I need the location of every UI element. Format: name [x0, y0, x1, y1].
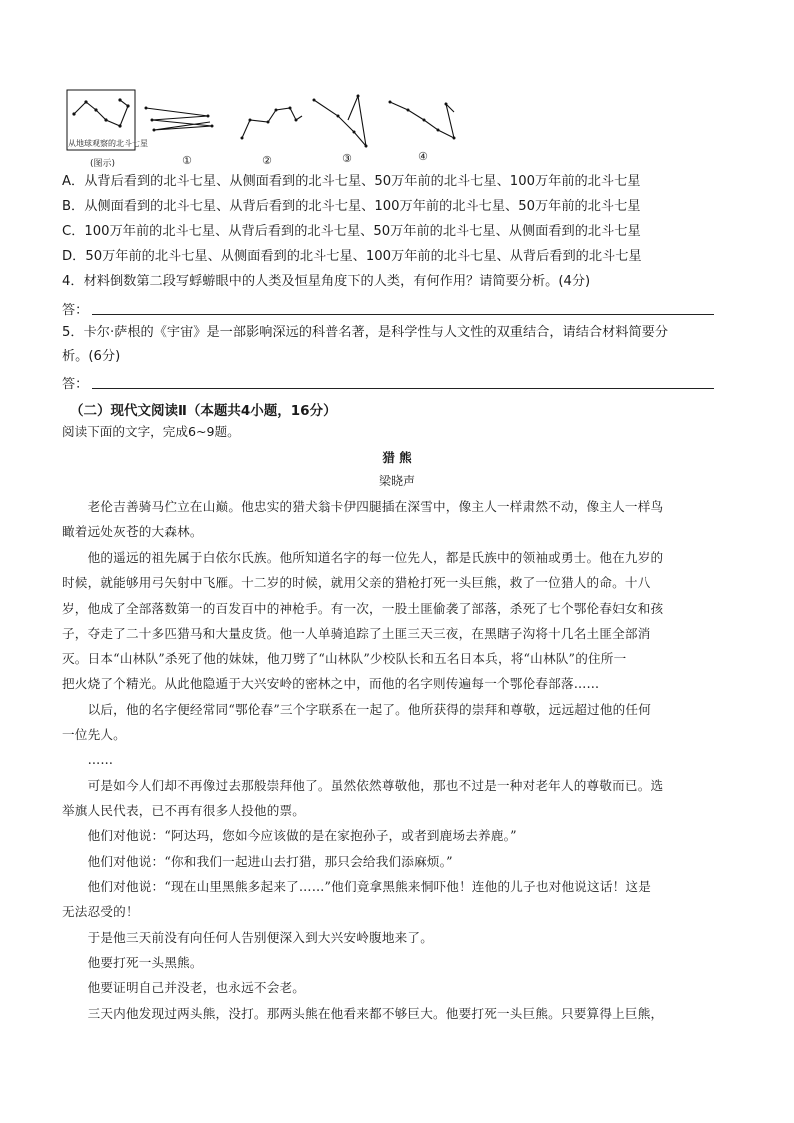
- option-c: C．100万年前的北斗七星、从背后看到的北斗七星、50万年前的北斗七星、从侧面看到的北斗七星: [62, 224, 641, 239]
- story-line: 于是他三天前没有向任何人告别便深入到大兴安岭腹地来了。: [62, 930, 434, 945]
- answer-line-q5[interactable]: [92, 388, 714, 389]
- answer-label-q5: 答：: [62, 377, 89, 392]
- dipper-2: [242, 108, 302, 138]
- story-line: 灭。日本“山林队”杀死了他的妹妹，他刀劈了“山林队”少校队长和五名日本兵，将“山林队”的住所一: [62, 651, 627, 666]
- answer-label-q4: 答：: [62, 303, 89, 318]
- dipper-4: [390, 102, 454, 138]
- story-line: 他要打死一头黑熊。: [62, 955, 203, 970]
- figure-label-4: ④: [418, 150, 428, 163]
- story-line: 三天内他发现过两头熊，没打。那两头熊在他看来都不够巨大。他要打死一头巨熊。只要算得上巨熊，: [62, 1006, 664, 1021]
- story-line: 把火烧了个精光。从此他隐遁于大兴安岭的密林之中，而他的名字则传遍每一个鄂伦春部落……: [62, 676, 600, 691]
- story-line: 他的遥远的祖先属于白依尔氏族。他所知道名字的每一位先人，都是氏族中的领袖或勇士。他在九岁的: [62, 550, 664, 565]
- question-5-line2: 析。(6分): [62, 349, 121, 364]
- dipper-1: [146, 108, 212, 130]
- reference-caption: 从地球观察的北斗七星: [68, 139, 148, 148]
- story-line: 老伦吉善骑马伫立在山巅。他忠实的猎犬翁卡伊四腿插在深雪中，像主人一样肃然不动，像主人一样鸟: [62, 499, 664, 514]
- story-line: 瞰着远处灰苍的大森林。: [62, 524, 203, 539]
- section-heading: （二）现代文阅读Ⅱ（本题共4小题，16分）: [70, 403, 337, 419]
- figure-label-diagram: (图示): [90, 159, 116, 169]
- story-line: 他们对他说：“阿达玛，您如今应该做的是在家抱孙子，或者到鹿场去养鹿。”: [62, 828, 517, 843]
- story-author: 梁晓声: [378, 474, 415, 488]
- option-b: B．从侧面看到的北斗七星、从背后看到的北斗七星、100万年前的北斗七星、50万年前的北斗七星: [62, 199, 641, 214]
- story-line: 他要证明自己并没老，也永远不会老。: [62, 980, 306, 995]
- story-line: 他们对他说：“现在山里黑熊多起来了……”他们竟拿黑熊来恫吓他！连他的儿子也对他说这话！这是: [62, 879, 651, 894]
- figure-label-1: ①: [182, 154, 192, 167]
- dipper-3: [314, 96, 366, 146]
- figure-label-3: ③: [342, 152, 352, 165]
- reference-dipper: [74, 100, 128, 126]
- story-line: 无法忍受的！: [62, 904, 139, 919]
- story-body: [62, 496, 724, 1036]
- story-line: 他们对他说：“你和我们一起进山去打猎，那只会给我们添麻烦。”: [62, 854, 453, 869]
- story-line: ……: [62, 752, 114, 767]
- question-5-line1: 5．卡尔·萨根的《宇宙》是一部影响深远的科普名著，是科学性与人文性的双重结合，请结合材料简要分: [62, 325, 669, 340]
- option-a: A．从背后看到的北斗七星、从侧面看到的北斗七星、50万年前的北斗七星、100万年前的北斗七星: [62, 174, 641, 189]
- story-line: 时候，就能够用弓矢射中飞雁。十二岁的时候，就用父亲的猎枪打死一头巨熊，救了一位猎人的命。十八: [62, 575, 651, 590]
- section-instruction: 阅读下面的文字，完成6~9题。: [62, 424, 240, 439]
- option-d: D．50万年前的北斗七星、从侧面看到的北斗七星、100万年前的北斗七星、从背后看到的北斗七星: [62, 249, 642, 264]
- story-line: 可是如今人们却不再像过去那般崇拜他了。虽然依然尊敬他，那也不过是一种对老年人的尊敬而已。选: [62, 778, 664, 793]
- answer-line-q4[interactable]: [92, 314, 714, 315]
- story-line: 子，夺走了二十多匹猎马和大量皮货。他一人单骑追踪了土匪三天三夜，在黑瞎子沟将十几名土匪全部消: [62, 626, 651, 641]
- figure-label-2: ②: [262, 154, 272, 167]
- story-line: 一位先人。: [62, 727, 126, 742]
- story-line: 岁，他成了全部落数第一的百发百中的神枪手。有一次，一股土匪偷袭了部落，杀死了七个鄂伦春妇女和孩: [62, 601, 664, 616]
- story-line: 举旗人民代表，已不再有很多人投他的票。: [62, 803, 306, 818]
- big-dipper-figure: [62, 86, 482, 172]
- question-4: 4．材料倒数第二段写蜉蝣眼中的人类及恒星角度下的人类，有何作用？请简要分析。(4分): [62, 274, 591, 289]
- story-title: 猎 熊: [382, 450, 412, 465]
- story-line: 以后，他的名字便经常同“鄂伦春”三个字联系在一起了。他所获得的崇拜和尊敬，远远超过他的任何: [62, 702, 651, 717]
